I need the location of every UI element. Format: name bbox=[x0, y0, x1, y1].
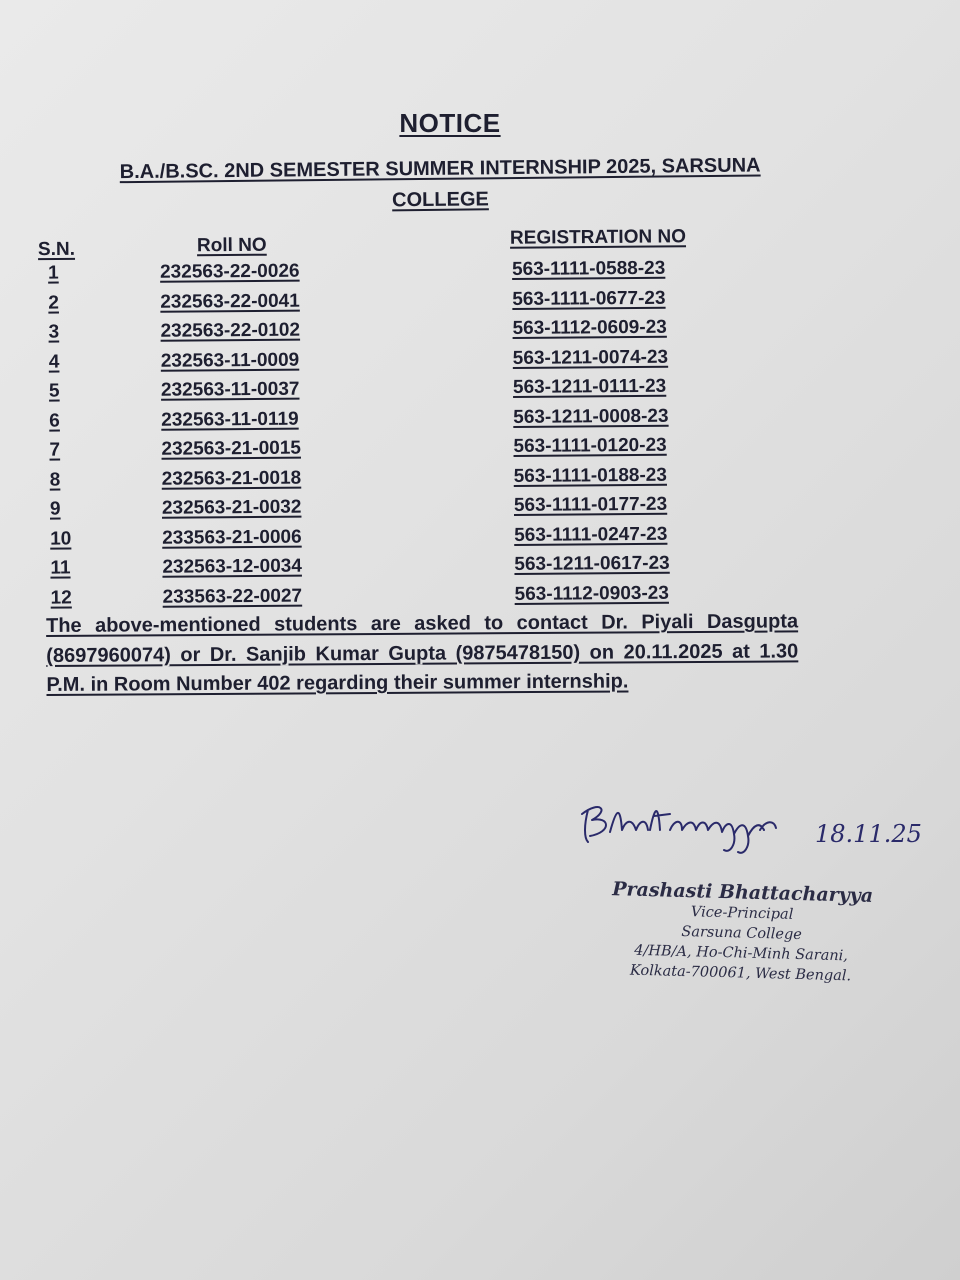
column-header-roll: Roll NO bbox=[196, 234, 267, 257]
row-sn: 4 bbox=[48, 351, 60, 373]
notice-heading bbox=[40, 150, 841, 220]
heading-line-2: COLLEGE bbox=[392, 188, 489, 212]
row-registration-no: 563-1111-0177-23 bbox=[513, 493, 668, 516]
row-roll-no: 232563-11-0119 bbox=[161, 408, 299, 431]
student-table bbox=[0, 256, 903, 617]
stamp-name: Prashasti Bhattacharyya bbox=[611, 878, 874, 907]
stamp-address-line-2: Kolkata-700061, West Bengal. bbox=[629, 962, 852, 985]
row-roll-no: 232563-21-0015 bbox=[161, 437, 302, 460]
instruction-paragraph: The above-mentioned students are asked to contact Dr. Piyali Dasgupta (8697960074) or Dr. Sanjib Kumar Gupta (9875478150) on 20.11.2025 at 1.30 P.M. in Room Number 402 regarding their summer internship. bbox=[46, 610, 799, 696]
stamp-address-line-1: 4/HB/A, Ho-Chi-Minh Sarani, bbox=[634, 942, 849, 965]
row-roll-no: 233563-21-0006 bbox=[162, 526, 302, 549]
stamp-designation: Vice-Principal bbox=[690, 904, 794, 923]
signature-date: 18.11.25 bbox=[815, 820, 922, 848]
row-roll-no: 232563-11-0037 bbox=[160, 378, 300, 401]
column-header-sn: S.N. bbox=[37, 238, 76, 261]
row-roll-no: 232563-11-0009 bbox=[160, 349, 300, 372]
row-sn: 12 bbox=[50, 586, 72, 609]
row-registration-no: 563-1112-0903-23 bbox=[514, 582, 669, 605]
row-registration-no: 563-1211-0074-23 bbox=[512, 346, 669, 369]
heading-line-1: B.A./B.SC. 2ND SEMESTER SUMMER INTERNSHIP 2025, SARSUNA bbox=[119, 154, 761, 184]
row-registration-no: 563-1111-0247-23 bbox=[514, 523, 668, 546]
row-sn: 1 bbox=[47, 262, 59, 284]
notice-title: NOTICE bbox=[399, 108, 501, 138]
row-registration-no: 563-1111-0188-23 bbox=[513, 464, 667, 487]
row-sn: 8 bbox=[49, 469, 61, 491]
row-sn: 6 bbox=[49, 410, 60, 432]
row-registration-no: 563-1211-0111-23 bbox=[512, 375, 667, 398]
signature-scribble bbox=[570, 780, 820, 870]
stamp-institution: Sarsuna College bbox=[681, 923, 803, 944]
row-roll-no: 232563-22-0041 bbox=[160, 290, 300, 313]
row-sn: 3 bbox=[48, 321, 60, 343]
row-roll-no: 233563-22-0027 bbox=[162, 585, 303, 608]
row-registration-no: 563-1111-0588-23 bbox=[511, 257, 666, 280]
row-sn: 9 bbox=[49, 498, 61, 520]
row-registration-no: 563-1211-0617-23 bbox=[514, 552, 670, 575]
row-registration-no: 563-1112-0609-23 bbox=[512, 316, 667, 339]
row-registration-no: 563-1111-0677-23 bbox=[512, 287, 666, 310]
row-sn: 2 bbox=[48, 292, 59, 314]
row-sn: 5 bbox=[48, 380, 60, 402]
row-sn: 11 bbox=[50, 557, 71, 579]
row-roll-no: 232563-22-0026 bbox=[159, 260, 300, 283]
row-roll-no: 232563-21-0032 bbox=[161, 496, 302, 519]
official-stamp bbox=[605, 878, 878, 987]
row-sn: 10 bbox=[50, 527, 72, 550]
row-roll-no: 232563-12-0034 bbox=[162, 555, 302, 578]
row-registration-no: 563-1111-0120-23 bbox=[513, 434, 667, 457]
row-registration-no: 563-1211-0008-23 bbox=[513, 405, 669, 428]
row-roll-no: 232563-21-0018 bbox=[161, 467, 302, 490]
row-sn: 7 bbox=[49, 439, 61, 461]
column-header-registration: REGISTRATION NO bbox=[509, 226, 687, 249]
row-roll-no: 232563-22-0102 bbox=[160, 319, 301, 342]
signature-block bbox=[560, 770, 920, 1010]
